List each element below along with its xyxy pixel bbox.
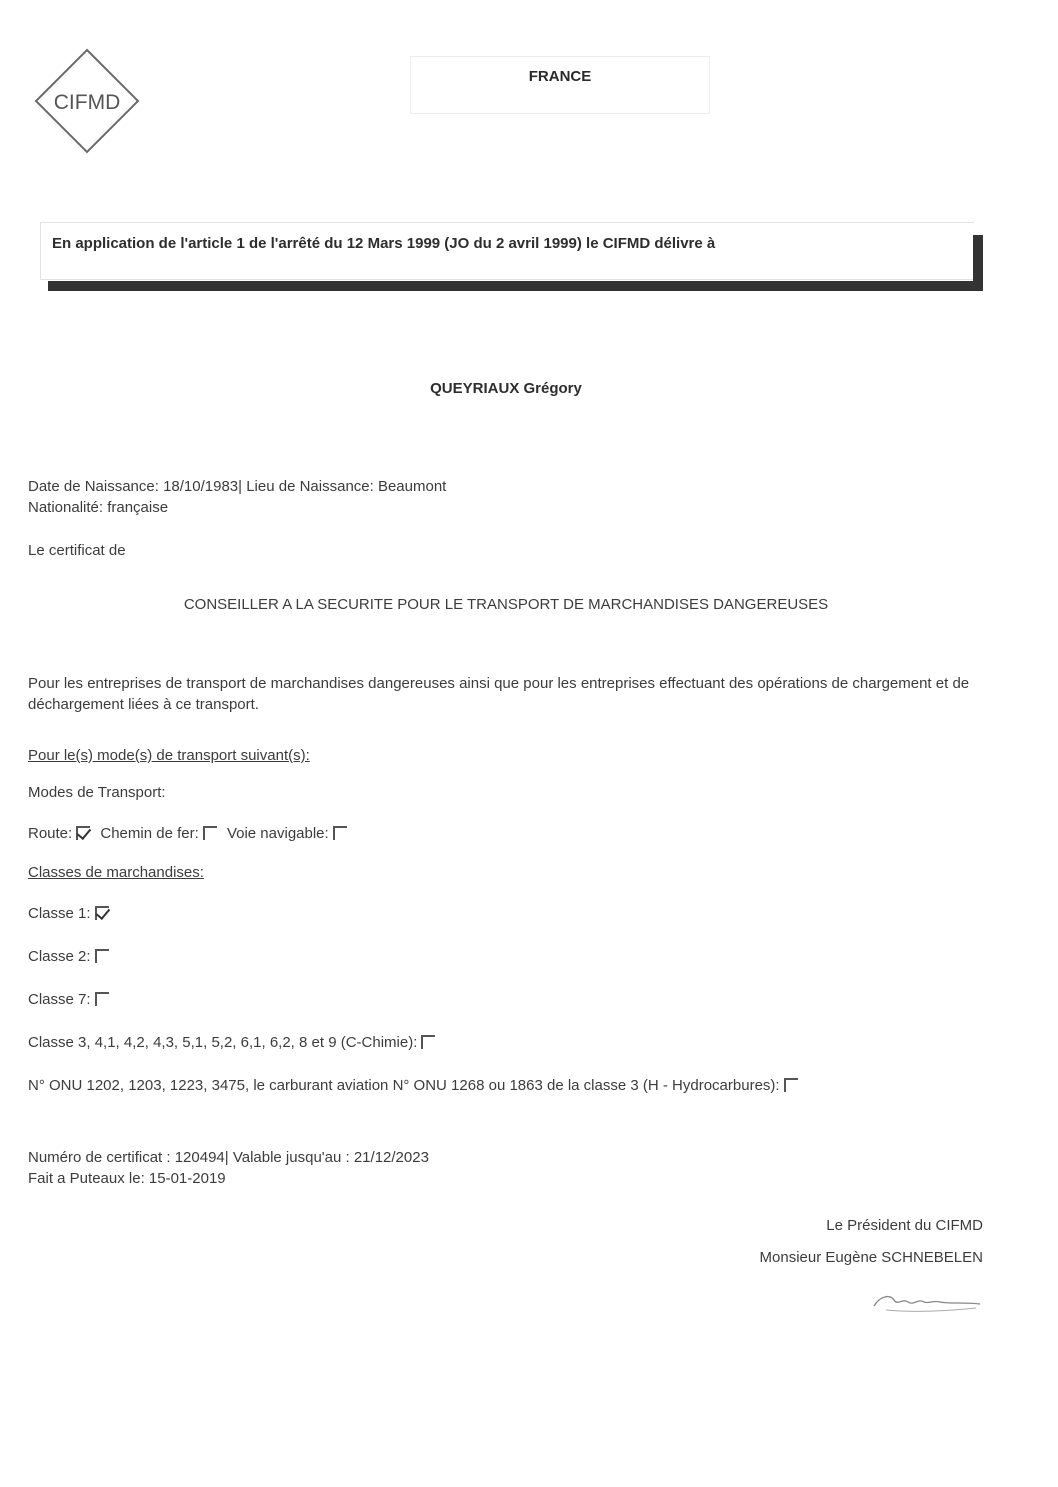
mode-route-label: Route: [28,825,73,842]
certificate-intro: Le certificat de [28,542,126,559]
class-1-label: Classe 1: [28,905,91,922]
transport-modes-row [28,823,347,844]
class-2-checkbox[interactable] [95,949,109,963]
class-item [28,903,109,924]
signatory-name: Monsieur Eugène SCHNEBELEN [759,1249,983,1266]
certificate-number-line: Numéro de certificat : 120494| Valable jusqu'au : 21/12/2023 [28,1149,429,1166]
signature [868,1290,984,1316]
class-item [28,989,109,1010]
mode-rail-label: Chemin de fer: [100,825,199,842]
certificate-scope: Pour les entreprises de transport de marchandises dangereuses ainsi que pour les entreprises effectuant des opérations de chargement et de déchargement liées à ce transport. [28,675,970,713]
signatory-role: Le Président du CIFMD [826,1217,983,1234]
modes-label: Modes de Transport: [28,784,166,801]
mode-route-checkbox[interactable] [76,826,90,840]
logo-text: CIFMD [53,91,121,114]
mode-rail [100,825,221,842]
mode-waterway [227,825,347,842]
birth-line: Date de Naissance: 18/10/1983| Lieu de Naissance: Beaumont [28,478,447,495]
class-item [28,1075,798,1096]
country-label: FRANCE [528,68,592,85]
classes-heading: Classes de marchandises: [28,864,204,881]
banner-rule-bottom [48,281,983,291]
class-chemie-checkbox[interactable] [421,1035,435,1049]
class-hydrocarbures-label: N° ONU 1202, 1203, 1223, 3475, le carburant aviation N° ONU 1268 ou 1863 de la classe 3 (H - Hydrocarbures): [28,1077,780,1094]
class-1-checkbox[interactable] [95,906,109,920]
class-hydrocarbures-checkbox[interactable] [784,1078,798,1092]
class-7-label: Classe 7: [28,991,91,1008]
mode-rail-checkbox[interactable] [203,826,217,840]
country-box [410,56,710,114]
cifmd-logo [32,46,142,156]
certificate-title: CONSEILLER A LA SECURITE POUR LE TRANSPORT DE MARCHANDISES DANGEREUSES [183,596,829,613]
class-2-label: Classe 2: [28,948,91,965]
issued-line: Fait a Puteaux le: 15-01-2019 [28,1170,226,1187]
transport-heading: Pour le(s) mode(s) de transport suivant(s): [28,747,310,764]
mode-waterway-label: Voie navigable: [226,825,329,842]
class-item [28,1032,435,1053]
class-7-checkbox[interactable] [95,992,109,1006]
class-chemie-label: Classe 3, 4,1, 4,2, 4,3, 5,1, 5,2, 6,1, 6,2, 8 et 9 (C-Chimie): [28,1034,418,1051]
nationality-line: Nationalité: française [28,499,169,516]
mode-route [28,825,94,842]
banner-rule-right [973,235,983,291]
holder-name: QUEYRIAUX Grégory [430,380,582,397]
class-item [28,946,109,967]
banner-text: En application de l'article 1 de l'arrêté du 12 Mars 1999 (JO du 2 avril 1999) le CIFMD délivre à [52,235,716,252]
mode-waterway-checkbox[interactable] [333,826,347,840]
